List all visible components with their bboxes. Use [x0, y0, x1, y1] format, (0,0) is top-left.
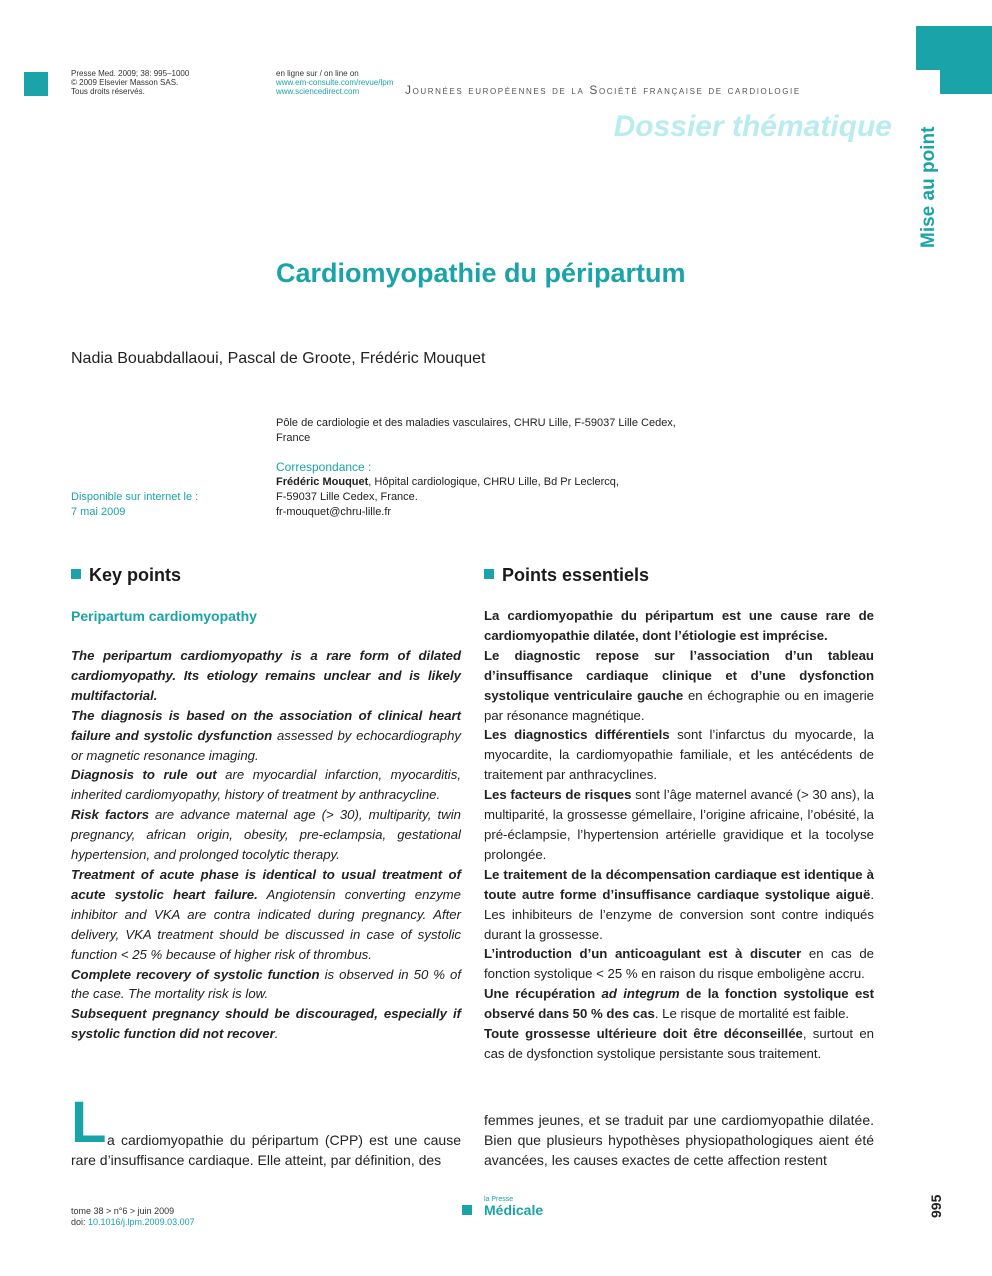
online-label: en ligne sur / on line on — [276, 69, 359, 78]
doi-line — [71, 1217, 195, 1228]
page-number-text: 995 — [928, 1194, 944, 1218]
key-point-bold: The peripartum cardiomyopathy is a rare form of dilated cardiomyopathy. Its etiology remains unclear and is likely multifactorial. — [71, 648, 461, 703]
drop-cap: L — [71, 1090, 107, 1155]
correspondance-label: Correspondance : — [276, 460, 372, 474]
doi-link[interactable]: 10.1016/j.lpm.2009.03.007 — [88, 1217, 195, 1227]
point-essentiel — [484, 646, 874, 726]
key-point-bold: Complete recovery of systolic function — [71, 966, 320, 982]
availability — [71, 490, 198, 520]
key-point-bold: Subsequent pregnancy should be discouraged, especially if systolic function did not recover — [71, 1006, 461, 1042]
key-points-heading — [71, 565, 181, 586]
citation-line: © 2009 Elsevier Masson SAS. — [71, 78, 179, 87]
citation-line: Presse Med. 2009; 38: 995–1000 — [71, 69, 190, 78]
point-bold: Les diagnostics différentiels — [484, 727, 670, 743]
point-bold: L’introduction d’un anticoagulant est à discuter — [484, 946, 802, 962]
footer-info — [71, 1206, 195, 1228]
key-point — [71, 805, 461, 865]
availability-date: 7 mai 2009 — [71, 506, 126, 518]
point-text: sont l’âge maternel avancé (> 30 ans), la multiparité, la grossesse gémellaire, l’origine africaine, l’obésité, la pré-éclampsie, l’hypertension artérielle gravidique et la tocolyse prolongée. — [484, 787, 874, 862]
article-title: Cardiomyopathie du péripartum — [276, 258, 686, 288]
key-point — [71, 965, 461, 1005]
points-essentiels-list — [484, 606, 874, 1064]
point-essentiel — [484, 944, 874, 984]
key-points-list — [71, 646, 461, 1044]
online-info — [276, 69, 393, 96]
points-essentiels-heading-text: Points essentiels — [502, 565, 650, 585]
journal-bar: Journées européennes de la Société française de cardiologie — [405, 83, 801, 97]
correspondance-name: Frédéric Mouquet — [276, 476, 369, 488]
section-square-icon — [484, 569, 494, 579]
key-points-heading-text: Key points — [89, 565, 182, 585]
page-number — [928, 1190, 950, 1220]
online-link[interactable]: www.sciencedirect.com — [276, 87, 360, 96]
key-point-text: Angiotensin converting enzyme inhibitor and VKA are contra indicated during pregnancy. After delivery, VKA treatment should be discussed in case of systolic function < 25 % because of higher risk of thrombus. — [71, 886, 461, 962]
key-point-text: . — [274, 1026, 279, 1042]
point-text: , surtout en cas de dysfonction systolique persistante sous traitement. — [484, 1026, 874, 1061]
key-point-text: is observed in 50 % of the case. The mortality risk is low. — [71, 966, 461, 1002]
key-point — [71, 865, 461, 965]
key-point-bold: Treatment of acute phase is identical to usual treatment of acute systolic heart failure. — [71, 866, 461, 902]
point-essentiel — [484, 606, 874, 646]
online-link[interactable]: www.em-consulte.com/revue/lpm — [276, 78, 394, 87]
key-point-bold: Risk factors — [71, 807, 149, 823]
correspondance-address: , Hôpital cardiologique, CHRU Lille, Bd Pr Leclercq, — [368, 476, 619, 488]
point-bold: Le diagnostic repose sur l’association d’un tableau d’insuffisance cardiaque clinique et d’une dysfonction systolique ventriculaire gauche — [484, 647, 874, 703]
point-essentiel — [484, 785, 874, 865]
point-bold: Le traitement de la décompensation cardiaque est identique à toute autre forme d’insuffisance cardiaque systolique aiguë — [484, 866, 874, 902]
key-point-text: are advance maternal age (> 30), multiparity, twin pregnancy, african origin, obesity, pre-eclampsia, gestational hypertension, and prolonged tocolytic therapy. — [71, 807, 461, 863]
affiliation-line: Pôle de cardiologie et des maladies vasculaires, CHRU Lille, F-59037 Lille Cedex, — [276, 417, 676, 429]
point-essentiel — [484, 865, 874, 945]
point-bold: de la fonction systolique est observé dans 50 % des cas — [484, 986, 875, 1022]
key-point-text: assessed by echocardiography or magnetic resonance imaging. — [71, 727, 461, 763]
key-point-bold: The diagnosis is based on the association of clinical heart failure and systolic dysfunction — [71, 707, 461, 743]
point-essentiel — [484, 725, 874, 785]
key-point-bold: Diagnosis to rule out — [71, 767, 217, 783]
point-essentiel — [484, 984, 874, 1024]
corner-block-right — [916, 26, 992, 70]
availability-label: Disponible sur internet le : — [71, 491, 199, 503]
citation — [71, 69, 189, 96]
points-essentiels-heading — [484, 565, 649, 586]
point-bold: Les facteurs de risques — [484, 787, 632, 803]
body-text-left — [71, 1130, 461, 1170]
side-label — [918, 118, 948, 248]
authors: Nadia Bouabdallaoui, Pascal de Groote, Frédéric Mouquet — [71, 350, 486, 367]
logo-square-icon — [462, 1205, 472, 1215]
key-point — [71, 765, 461, 805]
key-point-text: are myocardial infarction, myocarditis, inherited cardiomyopathy, history of treatment by anthracycline. — [71, 767, 461, 803]
point-essentiel — [484, 1024, 874, 1064]
citation-line: Tous droits réservés. — [71, 87, 145, 96]
point-text: sont l’infarctus du myocarde, la myocardite, la cardiomyopathie familiale, et les antécédents de traitement par anthracyclines. — [484, 727, 874, 783]
affiliation-line: France — [276, 432, 311, 444]
point-bold: La cardiomyopathie du péripartum est une cause rare de cardiomyopathie dilatée, dont l’étiologie est imprécise. — [484, 608, 874, 643]
issue-info: tome 38 > n°6 > juin 2009 — [71, 1206, 175, 1216]
logo-big-text: Médicale — [484, 1202, 544, 1218]
point-text: . Les inhibiteurs de l’enzyme de conversion sont contre indiqués durant la grossesse. — [484, 886, 874, 942]
correspondance-email[interactable]: fr-mouquet@chru-lille.fr — [276, 506, 392, 518]
point-bold: Une récupération — [484, 986, 602, 1002]
corner-bar-right — [940, 70, 992, 94]
point-text: en échographie ou en imagerie par résonance magnétique. — [484, 687, 874, 723]
key-point — [71, 1004, 461, 1044]
point-bold-italic: ad integrum — [601, 986, 680, 1002]
correspondance-line — [276, 475, 696, 490]
side-label-text: Mise au point — [918, 126, 939, 248]
key-points-subheading: Peripartum cardiomyopathy — [71, 608, 257, 624]
body-paragraph: a cardiomyopathie du péripartum (CPP) est une cause rare d’insuffisance cardiaque. Elle atteint, par définition, des — [71, 1132, 461, 1168]
point-bold: Toute grossesse ultérieure doit être déconseillée — [484, 1026, 803, 1042]
correspondance-line: F-59037 Lille Cedex, France. — [276, 491, 418, 503]
key-point — [71, 646, 461, 706]
affiliation — [276, 416, 696, 446]
logo-small-text: la Presse — [484, 1196, 514, 1203]
corner-square-left — [24, 72, 48, 96]
section-square-icon — [71, 569, 81, 579]
doi-label: doi: — [71, 1217, 89, 1227]
point-text: en cas de fonction systolique < 25 % en raison du risque emboligène accru. — [484, 946, 874, 982]
key-point — [71, 706, 461, 766]
body-text-right: femmes jeunes, et se traduit par une cardiomyopathie dilatée. Bien que plusieurs hypothèses physiopathologiques aient été avancées, les causes exactes de cette affection restent — [484, 1112, 874, 1168]
point-text: . Le risque de mortalité est faible. — [654, 1006, 850, 1022]
correspondance — [276, 460, 696, 520]
dossier-label: Dossier thématique — [613, 110, 892, 143]
